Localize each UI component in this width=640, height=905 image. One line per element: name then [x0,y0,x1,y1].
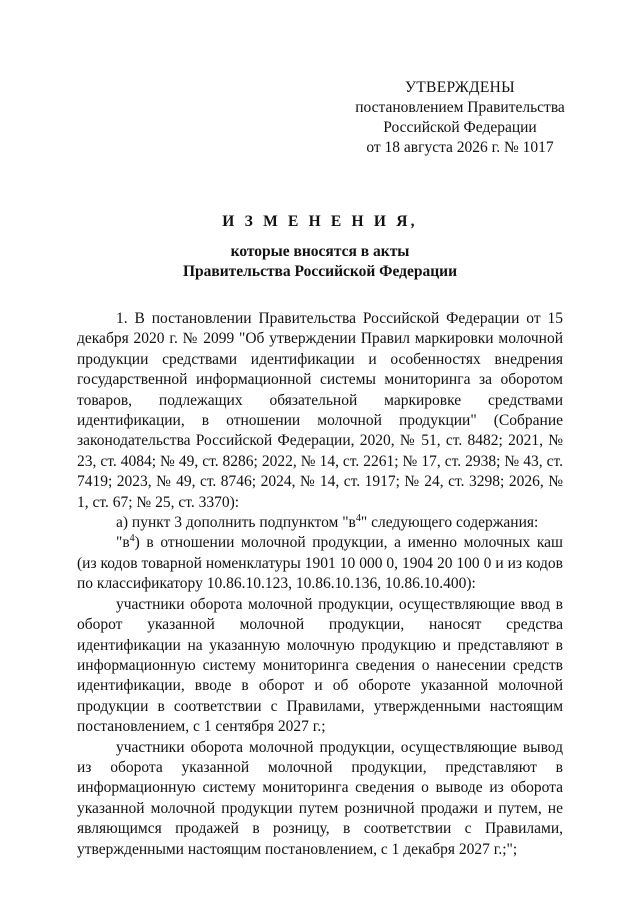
paragraph-1: 1. В постановлении Правительства Российской Федерации от 15 декабря 2020 г. № 2099 "Об утверждении Правил маркировки молочной продукции средствами идентификации и особенностях внедрения государственной информационной системы мониторинга за оборотом товаров, подлежащих обязательной маркировке средствами идентификации, в отношении молочной продукции" (Собрание законодательства Российской Федерации, 2020, № 51, ст. 8482; 2021, № 23, ст. 4084; № 49, ст. 8286; 2022, № 14, ст. 2261; № 17, ст. 2938; № 43, ст. 7419; 2023, № 49, ст. 8746; 2024, № 14, ст. 1917; № 24, ст. 3298; 2026, № 1, ст. 67; № 25, ст. 3370): [77,310,563,511]
approval-heading: УТВЕРЖДЕНЫ [405,79,515,96]
approval-line-1: постановлением Правительства [355,99,565,116]
title-subtitle-1: которые вносятся в акты [230,243,410,260]
title-spacer [0,232,640,242]
paragraph-2-text-b: " следующего содержания: [360,514,539,532]
paragraph-2-superscript: 4 [355,512,361,524]
paragraph-3 [77,533,563,594]
approval-line-2: Российской Федерации [383,119,537,136]
paragraph-3-superscript: 4 [129,533,135,545]
approval-line-3: от 18 августа 2026 г. № 1017 [366,139,554,156]
approval-stamp [340,78,580,158]
title-main: И З М Е Н Е Н И Я, [222,213,418,230]
paragraph-4: участники оборота молочной продукции, осуществляющие ввод в оборот указанной молочной продукции, наносят средства идентификации на указанную молочную продукцию и представляют в информационную систему мониторинга сведения о нанесении средств идентификации, вводе в оборот и об обороте указанной молочной продукции в соответствии с Правилами, утвержденными настоящим постановлением, с 1 сентября 2027 г.; [77,595,563,736]
paragraph-5: участники оборота молочной продукции, осуществляющие вывод из оборота указанной молочной продукции, представляют в информационную систему мониторинга сведения о выводе из оборота указанной молочной продукции путем розничной продажи и путем, не являющимся продажей в розницу, в соответствии с Правилами, утвержденными настоящим постановлением, с 1 декабря 2027 г.;"; [77,738,563,858]
paragraph-2 [77,513,563,533]
document-body [77,309,563,860]
title-subtitle-2: Правительства Российской Федерации [182,263,458,280]
paragraph-3-text-b: ) в отношении молочной продукции, а именно молочных каш (из кодов товарной номенклатуры 1901 10 000 0, 1904 20 100 0 и из кодов по классификатору 10.86.10.123, 10.86.10.136, 10.86.10.400): [77,534,563,593]
paragraph-3-text-a: "в [116,534,130,552]
document-title [0,212,640,282]
paragraph-2-text-a: а) пункт 3 дополнить подпунктом "в [116,514,356,532]
